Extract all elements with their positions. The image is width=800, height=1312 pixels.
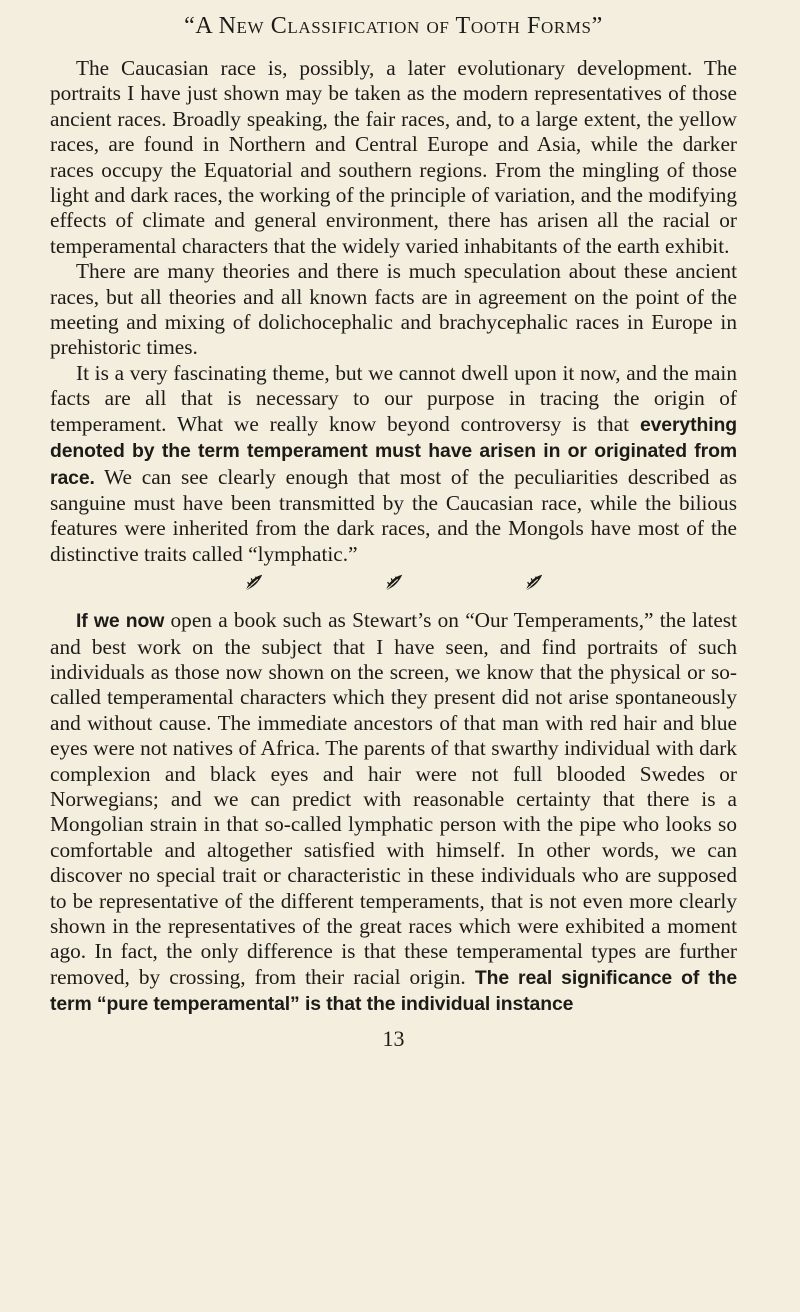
paragraph-4-emphasis: The real significance of the term “pure temperamental” is that the individual instance — [50, 966, 738, 1016]
paragraph-3-text-c: We can see clearly enough that most of the peculiarities described as sanguine must have been transmitted by the Caucasian race, while the bilious features were inherited from the dark races, and the Mongols have most of the distinctive traits called “lymphatic.” — [50, 464, 737, 566]
paragraph-3 — [50, 361, 737, 567]
section-ornaments — [50, 572, 737, 600]
paragraph-1: The Caucasian race is, possibly, a later evolutionary development. The portraits I have just shown may be taken as the modern representatives of those ancient races. Broadly speaking, the fair races, and, to a large extent, the yellow races, are found in Northern and Central Europe and Asia, while the darker races occupy the Equatorial and southern regions. From the mingling of those light and dark races, the working of the principle of variation, and the modifying effects of climate and general environment, there has arisen all the racial or temperamental characters that the widely varied inhabitants of the earth exhibit. — [50, 56, 737, 258]
paragraph-4-text-b: open a book such as Stewart’s on “Our Temperaments,” the latest and best work on the subject that I have seen, and find portraits of such individuals as those now shown on the screen, we know that the physical or so-called temperamental characters which they present did not arise spontaneously and without cause. The immediate ancestors of that man with red hair and blue eyes were not natives of Africa. The parents of that swarthy individual with dark complexion and black eyes and hair were not full blooded Swedes or Norwegians; and we can predict with reasonable certainty that there is a Mongolian strain in that so-called lymphatic person with the pipe who looks so comfortable and altogether satisfied with himself. In other words, we can discover no special trait or characteristic in these individuals who are supposed to be representative of the different temperaments, that is not even more clearly shown in the representatives of the great races which were exhibited a moment ago. In fact, the only difference is that these temperamental types are further removed, by crossing, from their racial origin. — [50, 608, 737, 989]
paragraph-3-emphasis: everything denoted by the term temperament must have arisen in or originated from race. — [50, 413, 737, 489]
leaf-ornament-icon — [243, 572, 265, 594]
page-number: 13 — [382, 1025, 405, 1051]
paragraph-4 — [50, 608, 737, 1018]
paragraph-3-text-a: It is a very fascinating theme, but we cannot dwell upon it now, and the main facts are all that is necessary to our purpose in tracing the origin of temperament. What we really know beyond controversy is that — [50, 360, 737, 436]
paragraph-4-lead-in: If we now — [76, 610, 165, 633]
paragraph-2: There are many theories and there is much speculation about these ancient races, but all theories and all known facts are in agreement on the point of the meeting and mixing of dolichocephalic and brachycephalic races in Europe in prehistoric times. — [50, 259, 737, 360]
leaf-ornament-icon — [383, 572, 405, 594]
leaf-ornament-icon — [523, 572, 545, 594]
running-head: “A New Classification of Tooth Forms” — [184, 13, 603, 39]
